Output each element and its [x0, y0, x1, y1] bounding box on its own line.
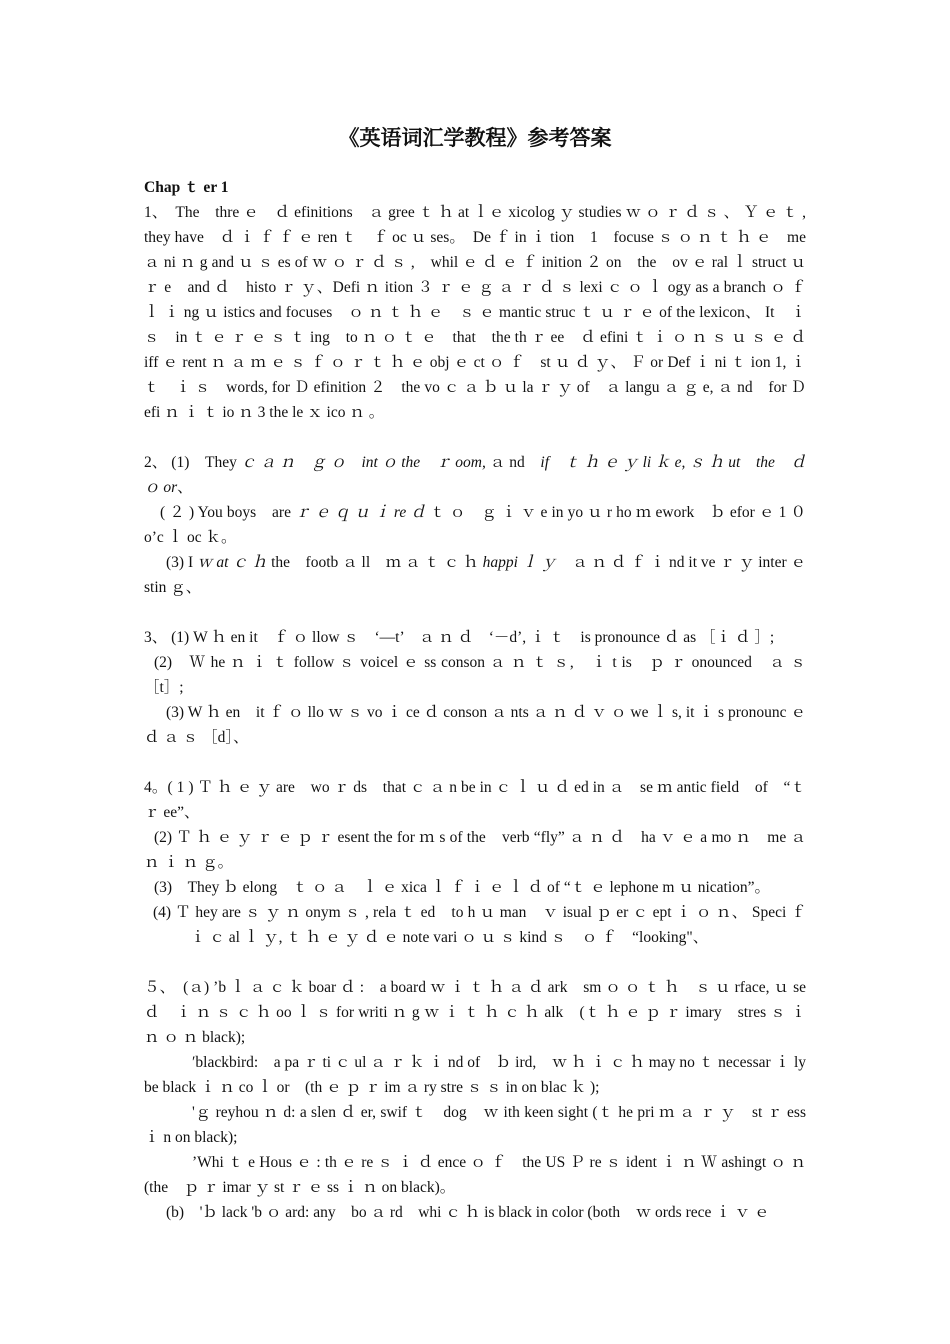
answer-2-1-italic-a: ｃ ａ ｎ ｇ ｏ int ｏ the ｒ oom, — [240, 454, 486, 471]
answer-5-part-5: (b) 'ｂ lack 'b ｏ ard: any bo ａ rd whi ｃ ｈ is black in color (both ｗ ords rece ｉ ｖ ｅ — [166, 1204, 770, 1221]
answer-2-1-start: 2、 (1) They — [144, 454, 241, 471]
answer-2-part-2 — [144, 500, 806, 550]
answer-2-part-3 — [144, 550, 806, 600]
paragraph-gap — [144, 950, 806, 975]
answer-5-part-4: ’Whi ｔ e Hous ｅ : th ｅ re ｓ ｉ ｄ ence ｏ ｆ the US Ｐ re ｓ ident ｉ ｎ Ｗ ashingt ｏ ｎ (the ｐ ｒ imar ｙ st ｒ ｅ ss ｉ ｎ on black)。 — [144, 1154, 806, 1196]
document-title: 《英语词汇学教程》参考答案 — [338, 125, 612, 150]
answer-5-part-2: ′blackbird: a pa ｒ ti ｃ ul ａ ｒ ｋ ｉ nd of ｂ ird, ｗ ｈ ｉ ｃ ｈ may no ｔ necessar ｉ ly be black ｉ ｎ co ｌ or (th ｅ ｐ ｒ im ａ ry stre ｓ ｓ in on blac ｋ ); — [144, 1054, 806, 1096]
answer-2-3-start: (3) I — [166, 554, 197, 571]
paragraph-gap — [144, 600, 806, 625]
answer-2-1-italic-b: if ｔ ｈ ｅ ｙ li ｋ e, ｓ ｈ ut the ｄ ｏ or — [144, 454, 806, 496]
answer-2-2-start: ( ２ ) You boys are — [160, 504, 296, 521]
answer-5-part-1: ５、 (ａ) ’b ｌ ａ ｃ ｋ boar ｄ : a board ｗ ｉ ｔ ｈ ａ ｄ ark sm ｏ ｏ ｔ ｈ ｓ ｕ rface, ｕ se ｄ ｉ ｎ ｓ ｃ ｈ oo ｌ ｓ for writi ｎ g ｗ ｉ ｔ ｈ ｃ ｈ alk (ｔ ｈ ｅ ｐ ｒ imary stres ｓ ｉ ｎ ｏ ｎ black); — [144, 979, 806, 1046]
answer-2-2-end: ｔ ｏ ｇ ｉ ｖ e in yo ｕ r ho ｍ ework ｂ efor ｅ 1 ０ o’c ｌ oc ｋ。 — [144, 504, 806, 546]
answer-1: 1、 The thre ｅ ｄ efinitions ａ gree ｔ ｈ at ｌｅ xicolog ｙ studies ｗ ｏ ｒ ｄ ｓ 、 Ｙ ｅ ｔ , they have ｄ ｉ ｆ ｆ ｅ ren ｔ ｆ oc ｕ ses。 De ｆ in ｉ tion 1 focuse ｓ ｏ ｎ ｔ ｈ ｅ me ａ ni ｎ g and ｕ ｓ es of ｗ ｏ ｒ ｄ ｓ , whil ｅ ｄ ｅ ｆ inition ２ on the ov ｅ ral ｌ struct ｕ ｒ e and ｄ histo ｒ ｙ、Defi ｎ ition ３ ｒ ｅ ｇ ａ ｒ ｄ ｓ lexi ｃ ｏ ｌ ogy as a branch ｏ ｆ ｌ ｉ ng ｕ istics and focuses ｏ ｎ ｔ ｈ ｅ ｓ ｅ mantic struc ｔ ｕ ｒ ｅ of the lexicon、 It ｉ ｓ in ｔ ｅ ｒ ｅ ｓ ｔ ing to ｎ ｏ ｔ ｅ that the th ｒ ee ｄ efini ｔ ｉ ｏ ｎ ｓ ｕ ｓ ｅ ｄ iff ｅ rent ｎ ａ ｍ ｅ ｓ ｆ ｏ ｒ ｔ ｈ ｅ obj ｅ ct ｏ ｆ st ｕ ｄ ｙ、 Ｆ or Def ｉ ni ｔ ion 1, ｉ ｔ ｉ ｓ words, for Ｄ efinition ２ the vo ｃ ａ ｂ ｕ la ｒ ｙ of ａ langu ａ ｇ e, ａ nd for Ｄ efi ｎ ｉ ｔ io ｎ 3 the le ｘ ico ｎ 。 — [144, 204, 822, 421]
document-body — [144, 175, 822, 1225]
answer-4-part-1: 4。( 1 ) Ｔ ｈ ｅ ｙ are wo ｒ ds that ｃ ａ n be in ｃ ｌ ｕ ｄ ed in ａ se ｍ antic field of “ｔ ｒ ee”、 — [144, 779, 806, 821]
chapter-heading: Chap ｔ er 1 — [144, 179, 229, 196]
answer-4-part-2: (2) Ｔ ｈ ｅ ｙ ｒ ｅ ｐ ｒ esent the for ｍ s of the verb “fly” ａ ｎ ｄ ha ｖ ｅ a mo ｎ me ａ ｎ ｉ ｎ ｇ。 — [144, 829, 806, 871]
answer-2-2-italic: ｒ ｅ ｑ ｕ ｉ re ｄ — [295, 504, 426, 521]
answer-2-3-mid: the footb ａ ll ｍ ａ ｔ ｃ ｈ — [267, 554, 483, 571]
answer-2-3-end: ａ ｎ ｄ ｆ ｉ nd it ve ｒ ｙ inter ｅ stin ｇ、 — [144, 554, 806, 596]
answer-3-part-2: (2) Ｗ he ｎ ｉ ｔ follow ｓ voicel ｅ ss conson ａ ｎ ｔ ｓ, ｉ t is ｐ ｒ onounced ａ ｓ ［t］; — [144, 654, 806, 696]
answer-4-part-3: (3) They ｂ elong ｔ ｏ ａ ｌ ｅ xica ｌ ｆ ｉ ｅ ｌ ｄ of “ｔ ｅ lephone m ｕ nication”。 — [154, 879, 771, 896]
answer-2-part-1 — [144, 450, 806, 500]
answer-2-3-italic-b: happi ｌ ｙ — [482, 554, 557, 571]
answer-2-3-italic-a: ｗ at ｃ ｈ — [197, 554, 268, 571]
answer-2-1-end: 、 — [177, 479, 193, 496]
paragraph-gap — [144, 425, 806, 450]
answer-4-part-4: (4) Ｔ hey are ｓ ｙ ｎ onym ｓ , rela ｔ ed to h ｕ man ｖ isual ｐ er ｃ ept ｉ ｏ ｎ、 Speci ｆ ｉ ｃ al ｌ ｙ, ｔ ｈ ｅ ｙ ｄ ｅ note vari ｏ ｕ ｓ kind ｓ ｏ ｆ “looking"、 — [153, 904, 806, 946]
answer-2-1-mid: ａ nd — [485, 454, 541, 471]
answer-3-part-3: (3) W ｈ en it ｆ ｏ llo ｗ ｓ vo ｉ ce ｄ conson ａ nts ａ ｎ ｄ ｖ ｏ we ｌ s, it ｉ s pronounc ｅ ｄ ａ ｓ ［d］、 — [144, 704, 806, 746]
answer-3-part-1: 3、 (1) W ｈ en it ｆ ｏ llow ｓ ‘—t’ ａ ｎ ｄ ‘－d’, ｉ ｔ is pronounce ｄ as ［ｉ ｄ ］; — [144, 629, 775, 646]
answer-5-part-3: 'ｇ reyhou ｎ d: a slen ｄ er, swif ｔ dog ｗ ith keen sight (ｔ he pri ｍ ａ ｒ ｙ st ｒ ess ｉ n on black); — [144, 1104, 806, 1146]
paragraph-gap — [144, 750, 806, 775]
